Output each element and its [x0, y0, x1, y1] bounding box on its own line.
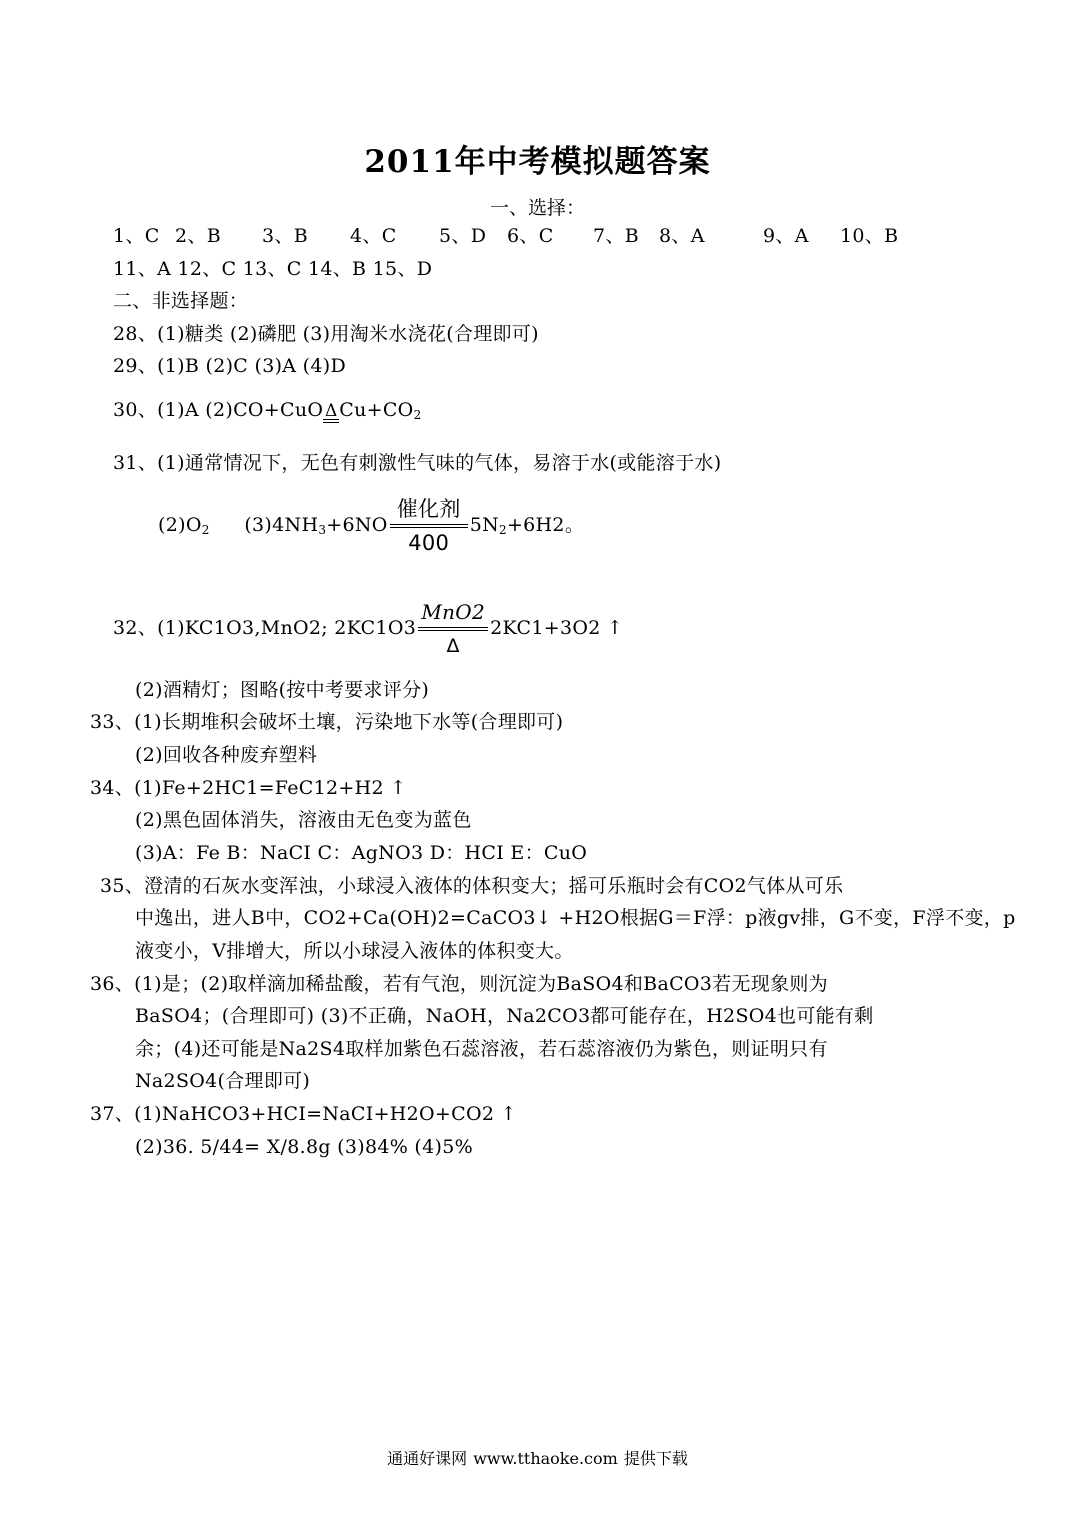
equals-bar: [418, 627, 488, 631]
section-choice-heading: 一、选择：: [489, 197, 585, 219]
equals-bar: [390, 524, 468, 528]
answer-31-product-b: +6H2。: [506, 514, 585, 536]
reaction-condition: [390, 495, 468, 557]
answer-36-1: 36、(1)是；(2)取样滴加稀盐酸，若有气泡，则沉淀为BaSO4和BaCO3若无现象则为: [90, 973, 828, 995]
choice-answer: 10、B: [840, 225, 899, 247]
answer-31-product: 5N: [469, 514, 500, 536]
answer-34-3: (3)A：Fe B：NaCI C：AgNO3 D：HCI E：CuO: [135, 842, 588, 864]
answer-36-3: 余；(4)还可能是Na2S4取样加紫色石蕊溶液，若石蕊溶液仍为紫色，则证明只有: [135, 1038, 828, 1060]
answer-34-2: (2)黑色固体消失，溶液由无色变为蓝色: [135, 809, 472, 831]
answer-32-text: 32、(1)KC1O3,MnO2; 2KC1O3: [113, 617, 417, 639]
answer-31-part2: (2)O: [158, 514, 202, 536]
heat-symbol: Δ: [324, 400, 338, 421]
subscript: 2: [413, 408, 422, 422]
subscript: 2: [201, 523, 210, 537]
answer-31-1: 31、(1)通常情况下，无色有刺激性气味的气体，易溶于水(或能溶于水): [113, 452, 722, 474]
choice-answer: 8、A: [659, 225, 705, 247]
choice-answers-row-2: 11、A 12、C 13、C 14、B 15、D: [113, 258, 433, 280]
answer-33-2: (2)回收各种废弃塑料: [135, 744, 318, 766]
choice-answer: 4、C: [350, 225, 397, 247]
answer-35-2: 中逸出，进人B中，CO2+Ca(OH)2=CaCO3↓ +H2O根据G＝F浮：p液gv排，G不变，F浮不变，p: [135, 907, 1016, 929]
footer-note: 提供下载: [623, 1449, 688, 1468]
choice-answer: 2、B: [175, 225, 221, 247]
answer-33-1: 33、(1)长期堆积会破坏土壤，污染地下水等(合理即可): [90, 711, 564, 733]
temperature-label: 400: [408, 531, 450, 555]
subscript: 3: [318, 523, 327, 537]
choice-answer: 5、D: [439, 225, 487, 247]
heat-symbol: Δ: [446, 635, 460, 657]
choice-answer: 3、B: [262, 225, 308, 247]
answer-36-2: BaSO4；(合理即可) (3)不正确，NaOH，Na2CO3都可能存在，H2SO4也可能有剩: [135, 1005, 874, 1027]
answer-37-2: (2)36. 5/44= X/8.8g (3)84% (4)5%: [135, 1136, 473, 1158]
footer-url[interactable]: www.tthaoke.com: [473, 1449, 618, 1468]
subscript: 2: [499, 523, 507, 537]
choice-answer: 7、B: [593, 225, 639, 247]
footer-site-name: 通通好课网: [387, 1449, 468, 1468]
section-nonchoice-heading: 二、非选择题：: [113, 290, 249, 312]
answer-30: [113, 398, 422, 427]
answer-37-1: 37、(1)NaHCO3+HCI=NaCI+H2O+CO2 ↑: [90, 1103, 517, 1125]
catalyst-label: MnO2: [421, 600, 486, 624]
reaction-condition: [418, 598, 488, 660]
answer-35-1: 35、澄清的石灰水变浑浊，小球浸入液体的体积变大；摇可乐瓶时会有CO2气体从可乐: [100, 875, 844, 897]
answer-34-1: 34、(1)Fe+2HC1=FeC12+H2 ↑: [90, 777, 407, 799]
answer-29: 29、(1)B (2)C (3)A (4)D: [113, 355, 347, 377]
choice-answer: 9、A: [763, 225, 809, 247]
choice-answer: 6、C: [507, 225, 554, 247]
answer-32-product: 2KC1+3O2 ↑: [490, 617, 624, 639]
answer-35-3: 液变小，V排增大，所以小球浸入液体的体积变大。: [135, 940, 574, 962]
answer-31-part3: (3)4NH: [244, 514, 319, 536]
catalyst-label: 催化剂: [396, 497, 461, 521]
choice-answer: 1、C: [113, 225, 160, 247]
answer-31-2: [158, 495, 584, 560]
answer-32-1: [113, 598, 623, 660]
answer-36-4: Na2SO4(合理即可): [135, 1070, 311, 1092]
answer-28: 28、(1)糖类 (2)磷肥 (3)用淘米水浇花(合理即可): [113, 323, 539, 345]
answer-31-reactant: +6NO: [326, 514, 388, 536]
heat-condition: [323, 400, 339, 423]
answer-32-2: (2)酒精灯；图略(按中考要求评分): [135, 679, 430, 701]
page-footer: [0, 1446, 1075, 1469]
page-title: 2011年中考模拟题答案: [364, 144, 711, 180]
answer-30-product: Cu+CO: [339, 399, 414, 421]
answer-30-text: 30、(1)A (2)CO+CuO: [113, 399, 324, 421]
